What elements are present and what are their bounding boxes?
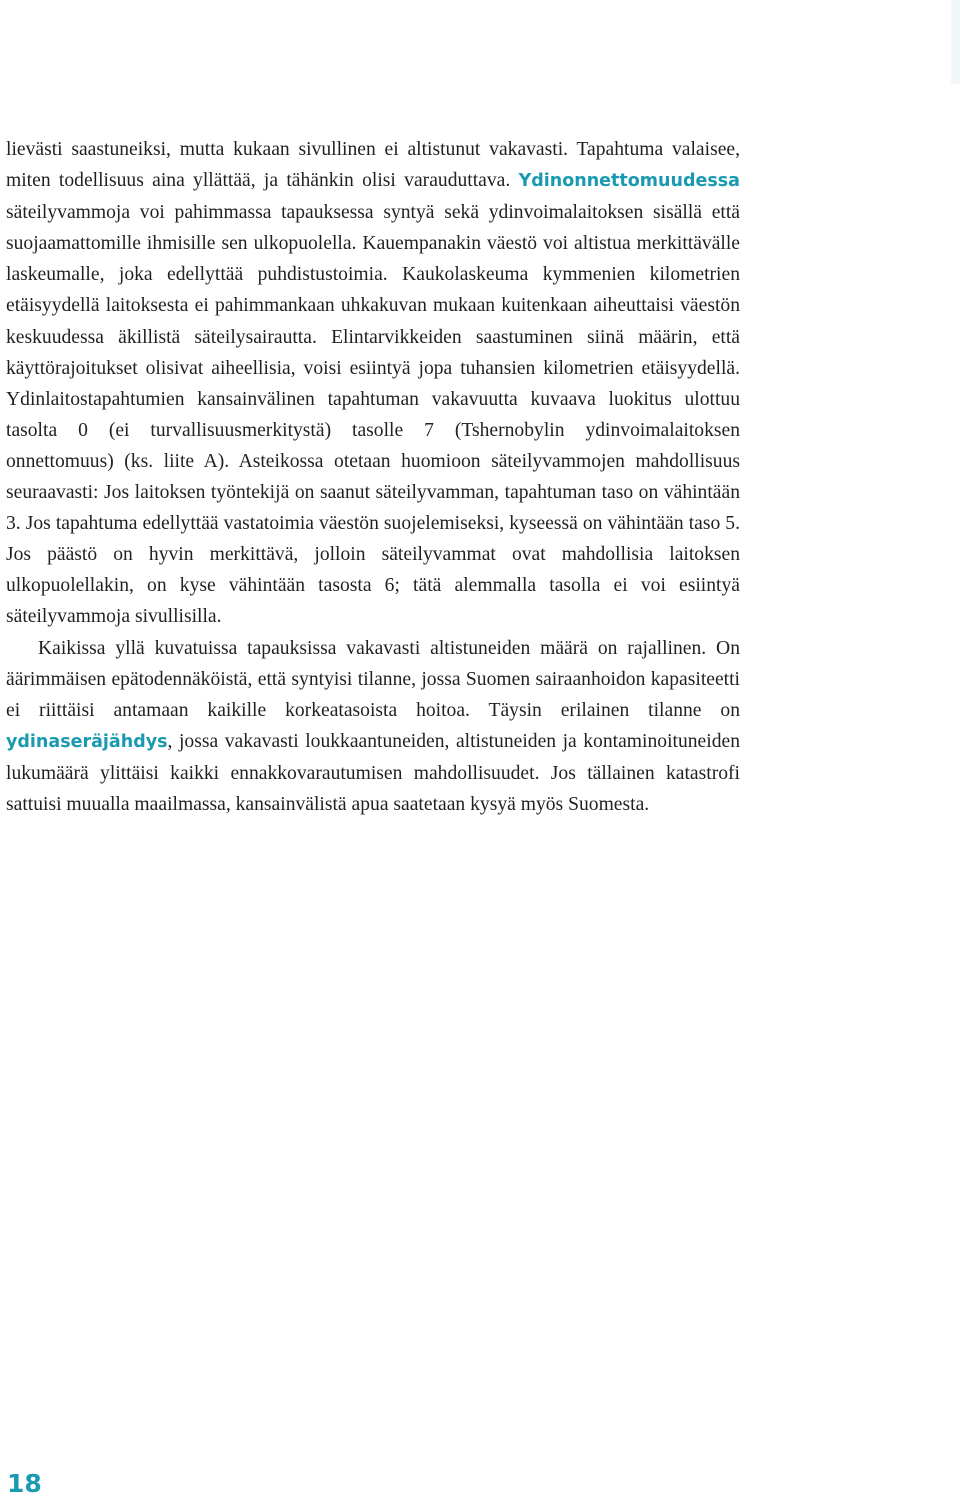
paragraph-2-body: , jossa vakavasti loukkaantuneiden, altistuneiden ja kontaminoituneiden lukumäärä ylittäisi kaikki ennakkovarautumisen mahdollisuudet. Jos tällainen katastrofi sattuisi muualla maailmassa, kansainvälistä apua saatetaan kysyä myös Suomesta.: [6, 730, 740, 815]
paragraph-1-body: säteilyvammoja voi pahimmassa tapauksessa syntyä sekä ydinvoimalaitoksen sisällä että suojaamattomille ihmisille sen ulkopuolella. Kauempanakin väestö voi altistua merkittävälle laskeumalle, joka edellyttää puhdistustoimia. Kaukolaskeuma kymmenien kilometrien etäisyydellä laitoksesta ei pahimmankaan uhkakuvan mukaan kuitenkaan aiheuttaisi väestön keskuudessa äkillistä säteilysairautta. Elintarvikkeiden saastuminen siinä määrin, että käyttörajoitukset olisivat aiheellisia, voisi esiintyä jopa tuhansien kilometrien etäisyydellä. Ydinlaitostapahtumien kansainvälinen tapahtuman vakavuutta kuvaava luokitus ulottuu tasolta 0 (ei turvallisuusmerkitystä) tasolle 7 (Tshernobylin ydinvoimalaitoksen onnettomuus) (ks. liite A). Asteikossa otetaan huomioon säteilyvammojen mahdollisuus seuraavasti: Jos laitoksen työntekijä on saanut säteilyvamman, tapahtuman taso on vähintään 3. Jos tapahtuma edellyttää vastatoimia väestön suojelemiseksi, kyseessä on vähintään taso 5. Jos päästö on hyvin merkittävä, jolloin säteilyvammat ovat mahdollisia laitoksen ulkopuolellakin, on kyse vähintään tasosta 6; tätä alemmalla tasolla ei voi esiintyä säteilyvammoja sivullisilla.: [6, 202, 740, 628]
paragraph-2: [6, 633, 740, 821]
paragraph-1-intro: lievästi saastuneiksi, mutta kukaan sivullinen ei altistunut vakavasti. Tapahtuma valaisee, miten todellisuus aina yllättää, ja tähänkin olisi varauduttava.: [6, 139, 740, 192]
body-text: [6, 134, 740, 820]
page-number: 18: [7, 1469, 42, 1498]
paragraph-2-intro: Kaikissa yllä kuvatuissa tapauksissa vakavasti altistuneiden määrä on rajallinen. On äärimmäisen epätodennäköistä, että syntyisi tilanne, jossa Suomen sairaanhoidon kapasiteetti ei riittäisi antamaan kaikille korkeatasoista hoitoa. Täysin erilainen tilanne on: [6, 637, 740, 721]
term-ydinonnettomuus: Ydinonnettomuudessa: [518, 171, 740, 192]
paragraph-1: [6, 134, 740, 633]
term-ydinaseräjähdys: ydinaseräjähdys: [6, 731, 168, 752]
page-edge-strip: [951, 0, 960, 84]
